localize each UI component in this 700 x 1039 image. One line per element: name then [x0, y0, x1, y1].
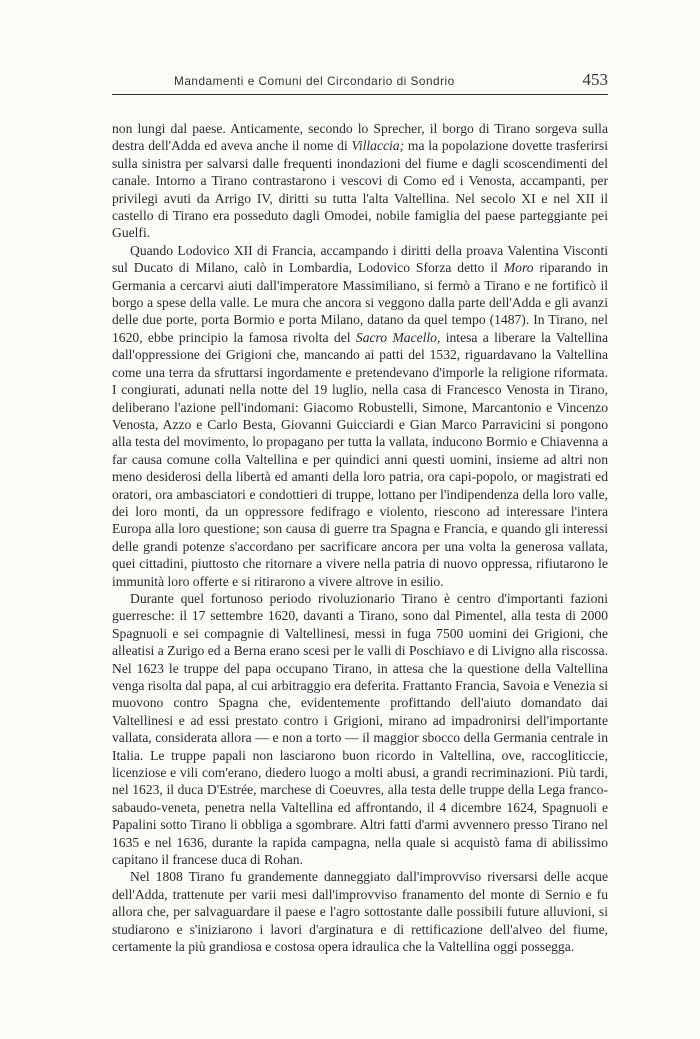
paragraph-1 — [112, 120, 608, 242]
paragraph-1-italic-villaccia: Villaccia; — [351, 138, 405, 154]
paragraph-2-text-b: riparando in Germania a cercarvi aiuti dall'imperatore Massimiliano, si fermò a Tirano e ne fortificò il borgo a spese della valle. Le mura che ancora si veggono dalla parte dell'Adda e gli avanzi delle due porte, porta Bormio e porta Milano, datano da quel tempo (1487). In Tirano, nel 1620, ebbe principio la famosa rivolta del — [112, 260, 608, 345]
paragraph-2-italic-moro: Moro — [503, 260, 534, 276]
paragraph-2-text-a: Quando Lodovico XII di Francia, accampando i diritti della proava Valentina Visconti sul Ducato di Milano, calò in Lombardia, Lodovico Sforza detto il — [112, 242, 608, 276]
body-text — [112, 120, 608, 956]
paragraph-1-text-a: non lungi dal paese. Anticamente, secondo lo Sprecher, il borgo di Tirano sorgeva sulla destra dell'Adda ed aveva anche il nome di — [112, 121, 608, 154]
page-header — [112, 68, 608, 95]
running-title: Mandamenti e Comuni del Circondario di Sondrio — [174, 74, 455, 88]
paragraph-2-text-c: intesa a liberare la Valtellina dall'oppressione dei Grigioni che, mancando ai patti del 1532, riguardavano la Valtellina come una terra da sfruttarsi ingordamente e pretendevano d'imporle la religione riformata. I congiurati, adunati nella notte del 19 luglio, nella casa di Francesco Venosta in Tirano, deliberano l'azione pell'indomani: Giacomo Robustelli, Simone, Marcantonio e Vincenzo Venosta, Azzo e Carlo Besta, Giovanni Guicciardi e Gian Marco Parravicini si pongono alla testa del movimento, lo propagano per tutta la vallata, inducono Bormio e Chiavenna a far causa comune colla Valtellina e per quindici anni questi uomini, insieme ad altri non meno desiderosi della libertà ed amanti della loro patria, ora capi-popolo, or magistrati ed oratori, ora ambasciatori e condottieri di truppe, lottano per l'indipendenza della loro valle, dei loro monti, da un oppressore fedifrago e violento, riescono ad interessare l'intera Europa alla loro questione; son causa di guerre tra Spagna e Francia, e quando gli interessi delle grandi potenze s'accordano per sacrificare ancora per una volta la generosa vallata, quei cittadini, piuttosto che ritornare a vivere nella patria di nuovo oppressa, rifiutarono le immunità loro offerte e si ritirarono a vivere altrove in esilio. — [112, 329, 609, 589]
paragraph-3: Durante quel fortunoso periodo rivoluzionario Tirano è centro d'importanti fazioni guerresche: il 17 settembre 1620, davanti a Tirano, sono dal Pimentel, alla testa di 2000 Spagnuoli e sei compagnie di Valtellinesi, messi in fuga 7500 uomini dei Grigioni, che alleatisi a Zurigo ed a Berna erano scesi per le valli di Poschiavo e di Livigno alla riscossa. Nel 1623 le truppe del papa occupano Tirano, in attesa che la questione della Valtellina venga risolta dal papa, al cui arbitraggio era deferita. Frattanto Francia, Savoia e Venezia si muovono contro Spagna che, evidentemente profittando dell'aiuto domandato dai Valtellinesi e ad essi prestato contro i Grigioni, mirano ad impadronirsi dell'importante vallata, considerata allora — e non a torto — il maggior sbocco della Germania centrale in Italia. Le truppe papali non lasciarono buon ricordo in Valtellina, ove, raccogliticcie, licenziose e vili com'erano, diedero luogo a molti abusi, a grandi recriminazioni. Più tardi, nel 1623, il duca D'Estrée, marchese di Coeuvres, alla testa delle truppe della Lega franco-sabaudo-veneta, penetra nella Valtellina ed affrontando, il 4 dicembre 1624, Spagnuoli e Papalini sotto Tirano li obbliga a sgombrare. Altri fatti d'armi avvennero presso Tirano nel 1635 e nel 1636, durante la rapida campagna, nella quale si acquistò fama di abilissimo capitano il francese duca di Rohan. — [112, 590, 608, 868]
page-number: 453 — [582, 70, 608, 89]
paragraph-4: Nel 1808 Tirano fu grandemente danneggiato dall'improvviso riversarsi delle acque dell'Adda, trattenute per varii mesi dall'improvviso franamento del monte di Sernio e fu allora che, per salvaguardare il paese e l'agro sottostante dalle possibili future alluvioni, si studiarono e s'iniziarono i lavori d'arginatura e di rettificazione dell'alveo del fiume, certamente la più grandiosa e costosa opera idraulica che la Valtellina oggi possegga. — [112, 869, 608, 955]
paragraph-1-text-b: ma la popolazione dovette trasferirsi sulla sinistra per salvarsi dalle frequenti inondazioni del fiume e dagli scoscendimenti del canale. Intorno a Tirano contrastarono i vescovi di Como ed i Venosta, accampanti, per privilegi avuti da Arrigo IV, diritti su tutta l'alta Valtellina. Nel secolo XI e nel XII il castello di Tirano era posseduto dagli Omodei, nobile famiglia del paese parteggiante pei Guelfi. — [112, 138, 608, 241]
paragraph-2-italic-sacro-macello: Sacro Macello, — [355, 329, 441, 345]
paragraph-2 — [112, 242, 608, 590]
